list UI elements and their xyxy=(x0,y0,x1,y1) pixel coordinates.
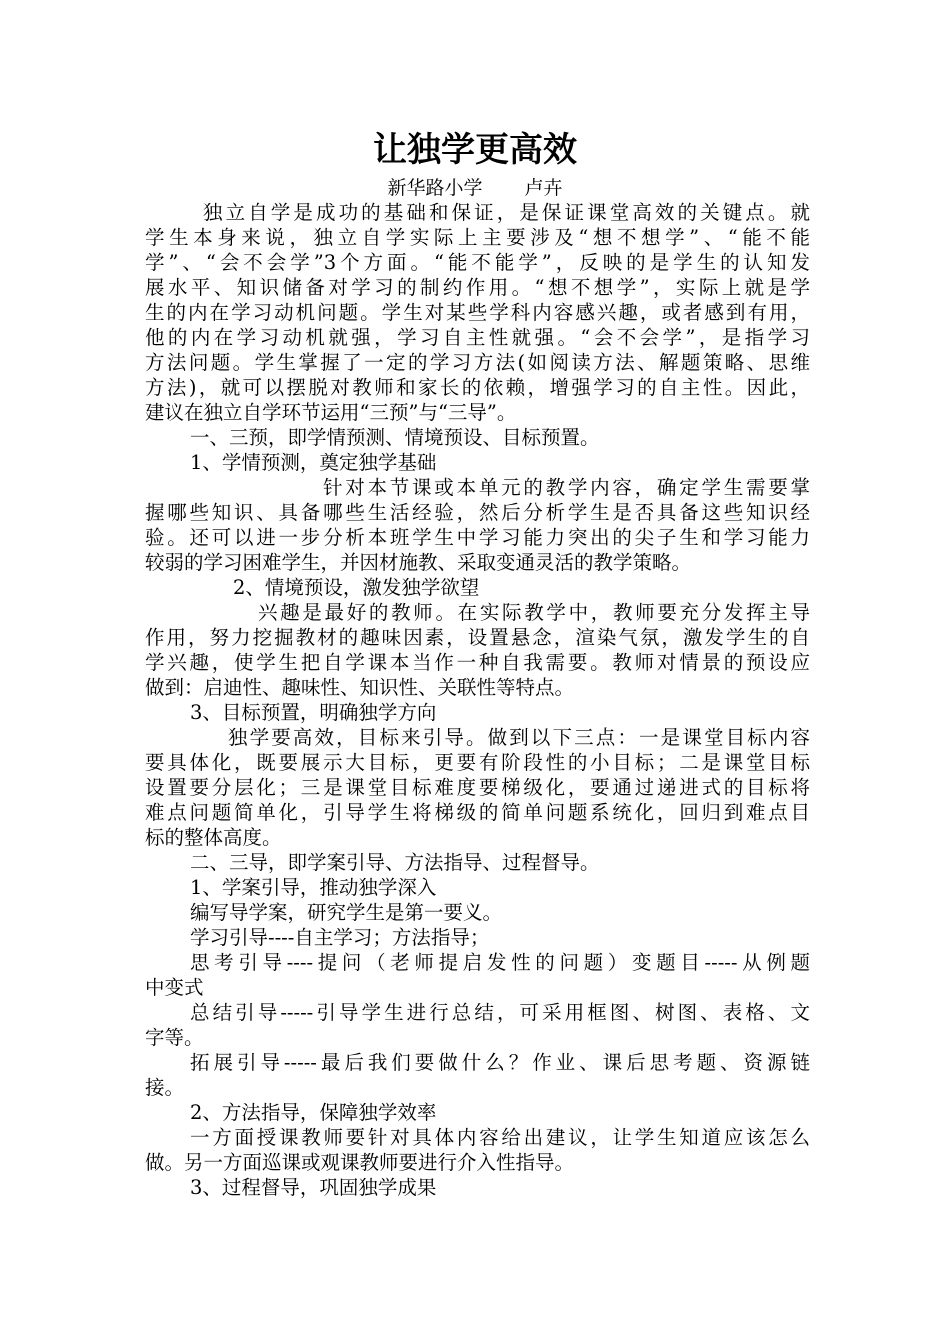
subsection-heading: 1、学情预测，奠定独学基础 xyxy=(190,451,437,474)
author-name: 卢卉 xyxy=(524,177,563,199)
body-line: 生的内在学习动机问题。学生对某些学科内容感兴趣，或者感到有用， xyxy=(145,301,810,324)
document-title: 让独学更高效 xyxy=(373,130,577,170)
body-line: 独学要高效，目标来引导。做到以下三点：一是课堂目标内容 xyxy=(228,726,810,749)
body-line: 独立自学是成功的基础和保证，是保证课堂高效的关键点。就 xyxy=(203,201,810,224)
body-line: 字等。 xyxy=(145,1026,204,1049)
body-line: 设置要分层化；三是课堂目标难度要梯级化，要通过递进式的目标将 xyxy=(145,776,810,799)
body-line: 学兴趣，使学生把自学课本当作一种自我需要。教师对情景的预设应 xyxy=(145,651,810,674)
body-line: 总结引导-----引导学生进行总结，可采用框图、树图、表格、文 xyxy=(190,1001,810,1024)
author-school: 新华路小学 xyxy=(387,177,483,199)
body-line: 较弱的学习困难学生，并因材施教、采取变通灵活的教学策略。 xyxy=(145,551,692,574)
body-line: 学习引导----自主学习；方法指导； xyxy=(190,926,490,949)
subsection-heading: 3、目标预置，明确独学方向 xyxy=(190,701,437,724)
body-line: 兴趣是最好的教师。在实际教学中，教师要充分发挥主导 xyxy=(258,601,810,624)
body-line: 他的内在学习动机就强，学习自主性就强。“会不会学”，是指学习 xyxy=(145,326,810,349)
body-line: 难点问题简单化，引导学生将梯级的简单问题系统化，回归到难点目 xyxy=(145,801,810,824)
body-line: 要具体化，既要展示大目标，更要有阶段性的小目标；二是课堂目标 xyxy=(145,751,810,774)
body-line: 展水平、知识储备对学习的制约作用。“想不想学”，实际上就是学 xyxy=(145,276,810,299)
body-line: 作用，努力挖掘教材的趣味因素，设置悬念，渲染气氛，激发学生的自 xyxy=(145,626,810,649)
body-line: 建议在独立自学环节运用“三预”与“三导”。 xyxy=(145,401,517,424)
section-heading: 一、三预，即学情预测、情境预设、目标预置。 xyxy=(190,426,600,449)
body-line: 中变式 xyxy=(145,976,204,999)
body-line: 握哪些知识、具备哪些生活经验，然后分析学生是否具备这些知识经 xyxy=(145,501,810,524)
body-line: 编写导学案，研究学生是第一要义。 xyxy=(190,901,503,924)
body-line: 验。还可以进一步分析本班学生中学习能力突出的尖子生和学习能力 xyxy=(145,526,810,549)
body-line: 学”、“会不会学”3个方面。“能不能学”，反映的是学生的认知发 xyxy=(145,251,810,274)
body-line: 方法)，就可以摆脱对教师和家长的依赖，增强学习的自主性。因此， xyxy=(145,376,810,399)
body-line: 方法问题。学生掌握了一定的学习方法(如阅读方法、解题策略、思维 xyxy=(145,351,810,374)
body-line: 针对本节课或本单元的教学内容，确定学生需要掌 xyxy=(323,476,810,499)
subsection-heading: 2、方法指导，保障独学效率 xyxy=(190,1101,437,1124)
body-line: 做。另一方面巡课或观课教师要进行介入性指导。 xyxy=(145,1151,575,1174)
body-line: 一方面授课教师要针对具体内容给出建议，让学生知道应该怎么 xyxy=(190,1126,810,1149)
section-heading: 二、三导，即学案引导、方法指导、过程督导。 xyxy=(190,851,600,874)
body-line: 拓展引导-----最后我们要做什么？作业、课后思考题、资源链 xyxy=(190,1051,810,1074)
subsection-heading: 3、过程督导，巩固独学成果 xyxy=(190,1176,437,1199)
body-line: 思考引导----提问（老师提启发性的问题）变题目-----从例题 xyxy=(190,951,810,974)
body-line: 学生本身来说，独立自学实际上主要涉及“想不想学”、“能不能 xyxy=(145,226,810,249)
subsection-heading: 1、学案引导，推动独学深入 xyxy=(190,876,437,899)
body-line: 做到：启迪性、趣味性、知识性、关联性等特点。 xyxy=(145,676,575,699)
subsection-heading: 2、情境预设，激发独学欲望 xyxy=(233,576,480,599)
body-line: 接。 xyxy=(145,1076,185,1099)
body-line: 标的整体高度。 xyxy=(145,826,282,849)
author-line xyxy=(0,176,950,200)
